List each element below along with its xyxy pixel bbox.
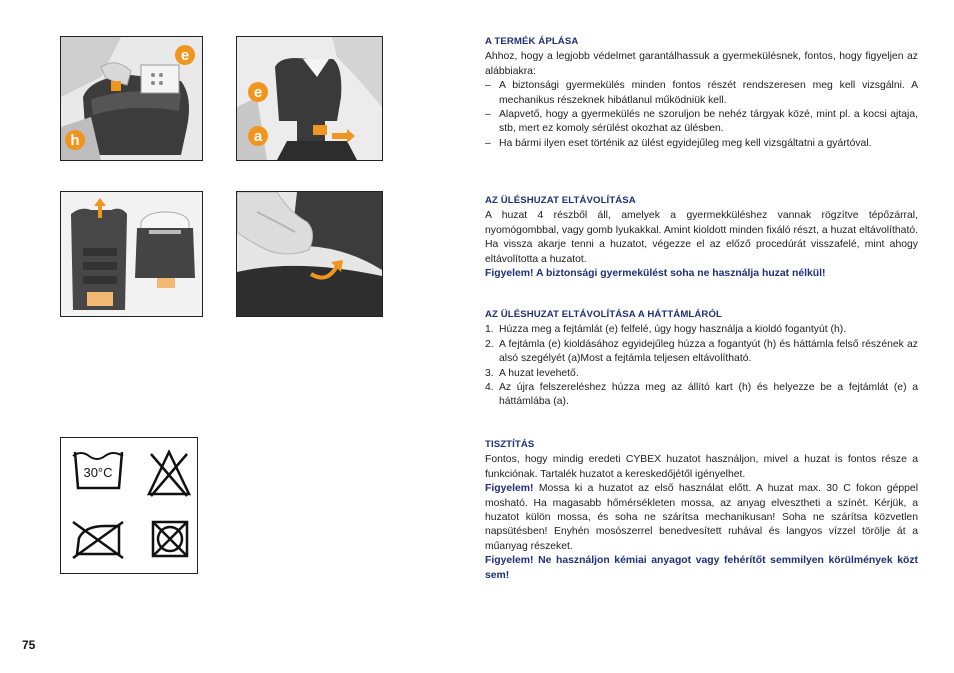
- heading-cover-removal: AZ ÜLÉSHUZAT ELTÁVOLÍTÁSA: [485, 195, 636, 206]
- page-number: 75: [22, 638, 36, 652]
- no-tumble-dry-icon: [153, 522, 187, 556]
- headrest-release-illustration: [61, 37, 202, 160]
- product-care-list: [485, 79, 918, 151]
- label-e-2: e: [253, 84, 263, 101]
- label-e-1: e: [180, 47, 190, 64]
- cleaning-body-2: [485, 482, 918, 554]
- section-product-care: [485, 35, 918, 151]
- heading-product-care: A TERMÉK ÁPLÁSA: [485, 36, 579, 47]
- step-text: Húzza meg a fejtámlát (e) felfelé, úgy hogy használja a kioldó fogantyút (h).: [499, 324, 847, 336]
- photo-headrest-release: [60, 36, 203, 161]
- list-item: [485, 338, 918, 367]
- cleaning-warning: Figyelem! Ne használjon kémiai anyagot vagy fehérítőt semmilyen körülmények közt sem!: [485, 555, 918, 581]
- section-cover-removal: [485, 194, 918, 281]
- label-a-2: a: [253, 128, 263, 145]
- section-cleaning: [485, 438, 918, 583]
- list-item: – A biztonsági gyermekülés minden fontos részét rendszeresen meg kell vizsgálni. A mechanikus részeknek hibátlanul működniük kell.: [485, 79, 918, 108]
- care-symbols-panel: [60, 437, 198, 574]
- cleaning-warning-inline: Figyelem!: [485, 483, 534, 495]
- headrest-lift-illustration: [237, 37, 382, 160]
- list-item: – Ha bármi ilyen eset történik az ülést egyidejűleg meg kell vizsgáltatni a gyártóval.: [485, 137, 918, 151]
- care-symbols: [61, 438, 197, 573]
- heading-backrest-cover: AZ ÜLÉSHUZAT ELTÁVOLÍTÁSA A HÁTTÁMLÁRÓL: [485, 309, 722, 320]
- no-iron-icon: [73, 522, 123, 558]
- step-text: Az újra felszereléshez húzza meg az állító kart (h) és helyezze be a fejtámlát (e) a háttámlába (a).: [499, 382, 918, 408]
- heading-cleaning: TISZTÍTÁS: [485, 439, 535, 450]
- step-text: A huzat levehető.: [499, 367, 579, 379]
- backrest-steps: [485, 323, 918, 409]
- photo-cover-parts: [60, 191, 203, 317]
- wash-30-icon: [73, 452, 123, 488]
- step-number: 4.: [485, 382, 494, 394]
- cover-parts-illustration: [61, 192, 202, 316]
- cover-backrest-illustration: [237, 192, 382, 316]
- section-backrest-cover: [485, 308, 918, 410]
- step-text: A fejtámla (e) kioldásához egyidejűleg húzza a fogantyút (h) és háttámla felső részének az alsó szegélyét (a)Most a fejtámla teljesen eltávolítható.: [499, 338, 918, 365]
- list-item: – Alapvető, hogy a gyermekülés ne szoruljon be nehéz tárgyak közé, mint pl. a kocsi ajtaja, stb, mert ez komoly sérülést okozhat az ülésben.: [485, 108, 918, 137]
- list-item: [485, 381, 918, 410]
- list-item: [485, 367, 918, 381]
- step-number: 3.: [485, 367, 494, 379]
- wash-temperature: 30°C: [83, 465, 113, 480]
- cover-removal-body: A huzat 4 részből áll, amelyek a gyermekküléshez vannak rögzítve tépőzárral, nyomógombbal, vagy gomb lyukakkal. Amint kioldott minden fixáló részt, a huzat eltávolítható. Ha vissza akarje tenni a huzatot, végezze el az előző procedúrát visszafelé, mint ahogy eltávolította a huzatot.: [485, 210, 918, 265]
- product-care-intro: Ahhoz, hogy a legjobb védelmet garantálhassuk a gyermekülésnek, fontos, hogy figyeljen az alábbiakra:: [485, 51, 918, 77]
- label-h-1: h: [70, 132, 80, 149]
- list-item: [485, 323, 918, 337]
- step-number: 1.: [485, 324, 494, 336]
- photo-cover-backrest: [236, 191, 383, 317]
- step-number: 2.: [485, 338, 494, 350]
- cleaning-body-2-text: Mossa ki a huzatot az első használat előtt. A huzat max. 30 C fokon géppel mosható. Ha magasabb hőmérsékleten mossa, az anyag elvesztheti a színét. Kérjük, a huzatot külön mossa, és soha ne szárítsa mechanikusan! Soha ne szárítsa közvetlen napsütésben! Enyhén mosószerrel benedvesített ruhával és langyos vízzel törölje át a műanyag részeket.: [485, 483, 918, 552]
- no-bleach-icon: [149, 452, 189, 496]
- cleaning-body-1: Fontos, hogy mindig eredeti CYBEX huzatot használjon, mivel a huzat is fontos része a funkciónak. Tartalék huzatot a kereskedőjétől igényelhet.: [485, 454, 918, 480]
- photo-headrest-lift: [236, 36, 383, 161]
- cover-removal-warning: Figyelem! A biztonsági gyermekülést soha ne használja huzat nélkül!: [485, 268, 826, 280]
